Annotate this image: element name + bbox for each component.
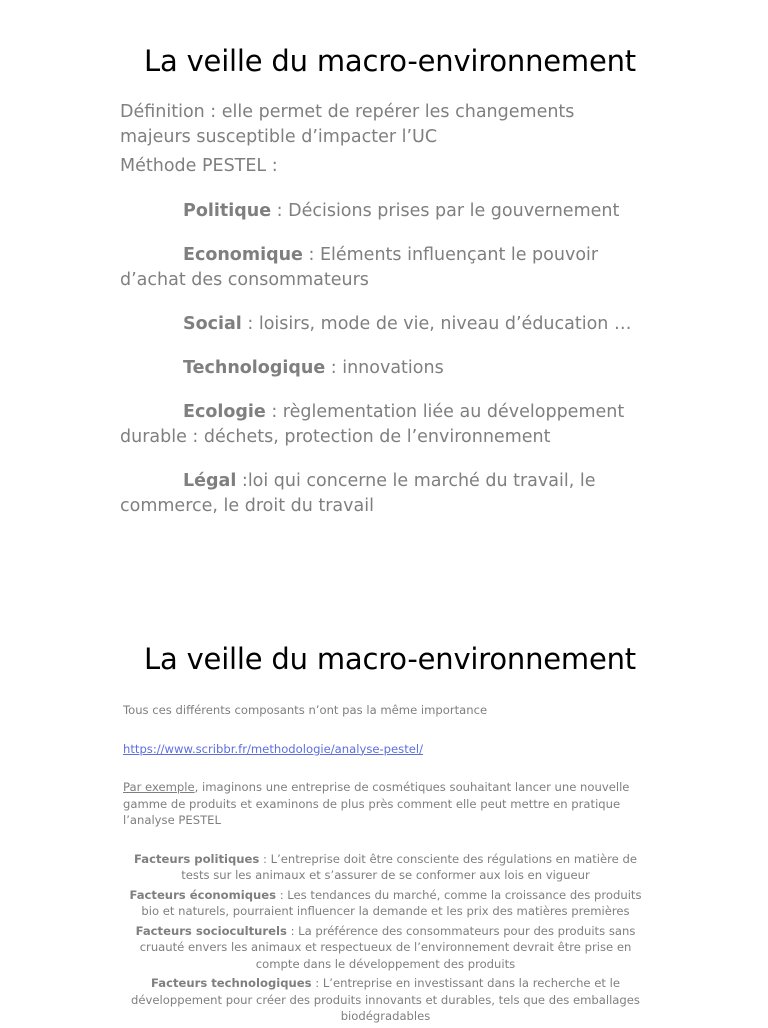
slide-title: La veille du macro-environnement: [144, 44, 636, 78]
pestel-item-social: [120, 312, 650, 337]
slide-title: La veille du macro-environnement: [144, 642, 636, 676]
factor-socioculturels: [123, 923, 648, 973]
pestel-description: : Décisions prises par le gouvernement: [271, 201, 620, 221]
source-link[interactable]: https://www.scribbr.fr/methodologie/analyse-pestel/: [123, 741, 424, 756]
factor-description: : La préférence des consommateurs pour des produits sans cruauté envers les animaux et respectueux de l’environnement devrait être prise en compte dans le développement des produits: [139, 923, 636, 971]
example-paragraph: [123, 779, 648, 829]
factor-description: : L’entreprise en investissant dans la recherche et le développement pour créer des produits innovants et durables, tels que des emballages biodégradables: [131, 976, 640, 1023]
pestel-description: : innovations: [325, 358, 444, 378]
pestel-item-economique: [120, 243, 650, 293]
definition-text: Définition : elle permet de repérer les changements majeurs susceptible d’impacter l’UC: [120, 102, 575, 147]
pestel-term: Social: [183, 314, 242, 334]
pestel-term: Politique: [183, 201, 272, 221]
factor-technologiques: [123, 975, 648, 1025]
factor-term: Facteurs politiques: [134, 851, 260, 866]
pestel-description: : Eléments influençant le pouvoir d’achat des consommateurs: [120, 245, 599, 290]
pestel-item-legal: [120, 469, 650, 519]
intro-text: Tous ces différents composants n’ont pas la même importance: [123, 703, 488, 717]
pestel-term: Légal: [183, 471, 237, 491]
pestel-item-politique: [120, 199, 650, 224]
factor-term: Facteurs socioculturels: [135, 923, 287, 938]
pestel-description: : loisirs, mode de vie, niveau d’éducation …: [241, 314, 632, 334]
slide-2: [0, 600, 768, 1024]
factor-description: : L’entreprise doit être consciente des régulations en matière de tests sur les animaux et s’assurer de se conformer aux lois en vigueur: [181, 851, 637, 882]
factor-economiques: [123, 887, 648, 920]
pestel-item-technologique: [120, 356, 650, 381]
pestel-term: Ecologie: [183, 402, 266, 422]
slide-body: [123, 702, 648, 1028]
pestel-term: Technologique: [183, 358, 326, 378]
pestel-item-ecologie: [120, 400, 650, 450]
factor-politiques: [123, 851, 648, 884]
factor-term: Facteurs économiques: [129, 887, 277, 902]
slide-body: [120, 100, 650, 538]
factor-term: Facteurs technologiques: [151, 976, 312, 990]
pestel-description: :loi qui concerne le marché du travail, le commerce, le droit du travail: [120, 471, 596, 516]
example-text: , imaginons une entreprise de cosmétiques souhaitant lancer une nouvelle gamme de produits et examinons de plus près comment elle peut mettre en pratique l’analyse PESTEL: [123, 780, 630, 827]
factor-description: : Les tendances du marché, comme la croissance des produits bio et naturels, pourraient influencer la demande et les prix des matières premières: [141, 887, 642, 918]
pestel-term: Economique: [183, 245, 303, 265]
method-heading: Méthode PESTEL :: [120, 156, 278, 176]
pestel-description: : règlementation liée au développement durable : déchets, protection de l’environnement: [120, 402, 625, 447]
example-lead: Par exemple: [123, 780, 195, 794]
